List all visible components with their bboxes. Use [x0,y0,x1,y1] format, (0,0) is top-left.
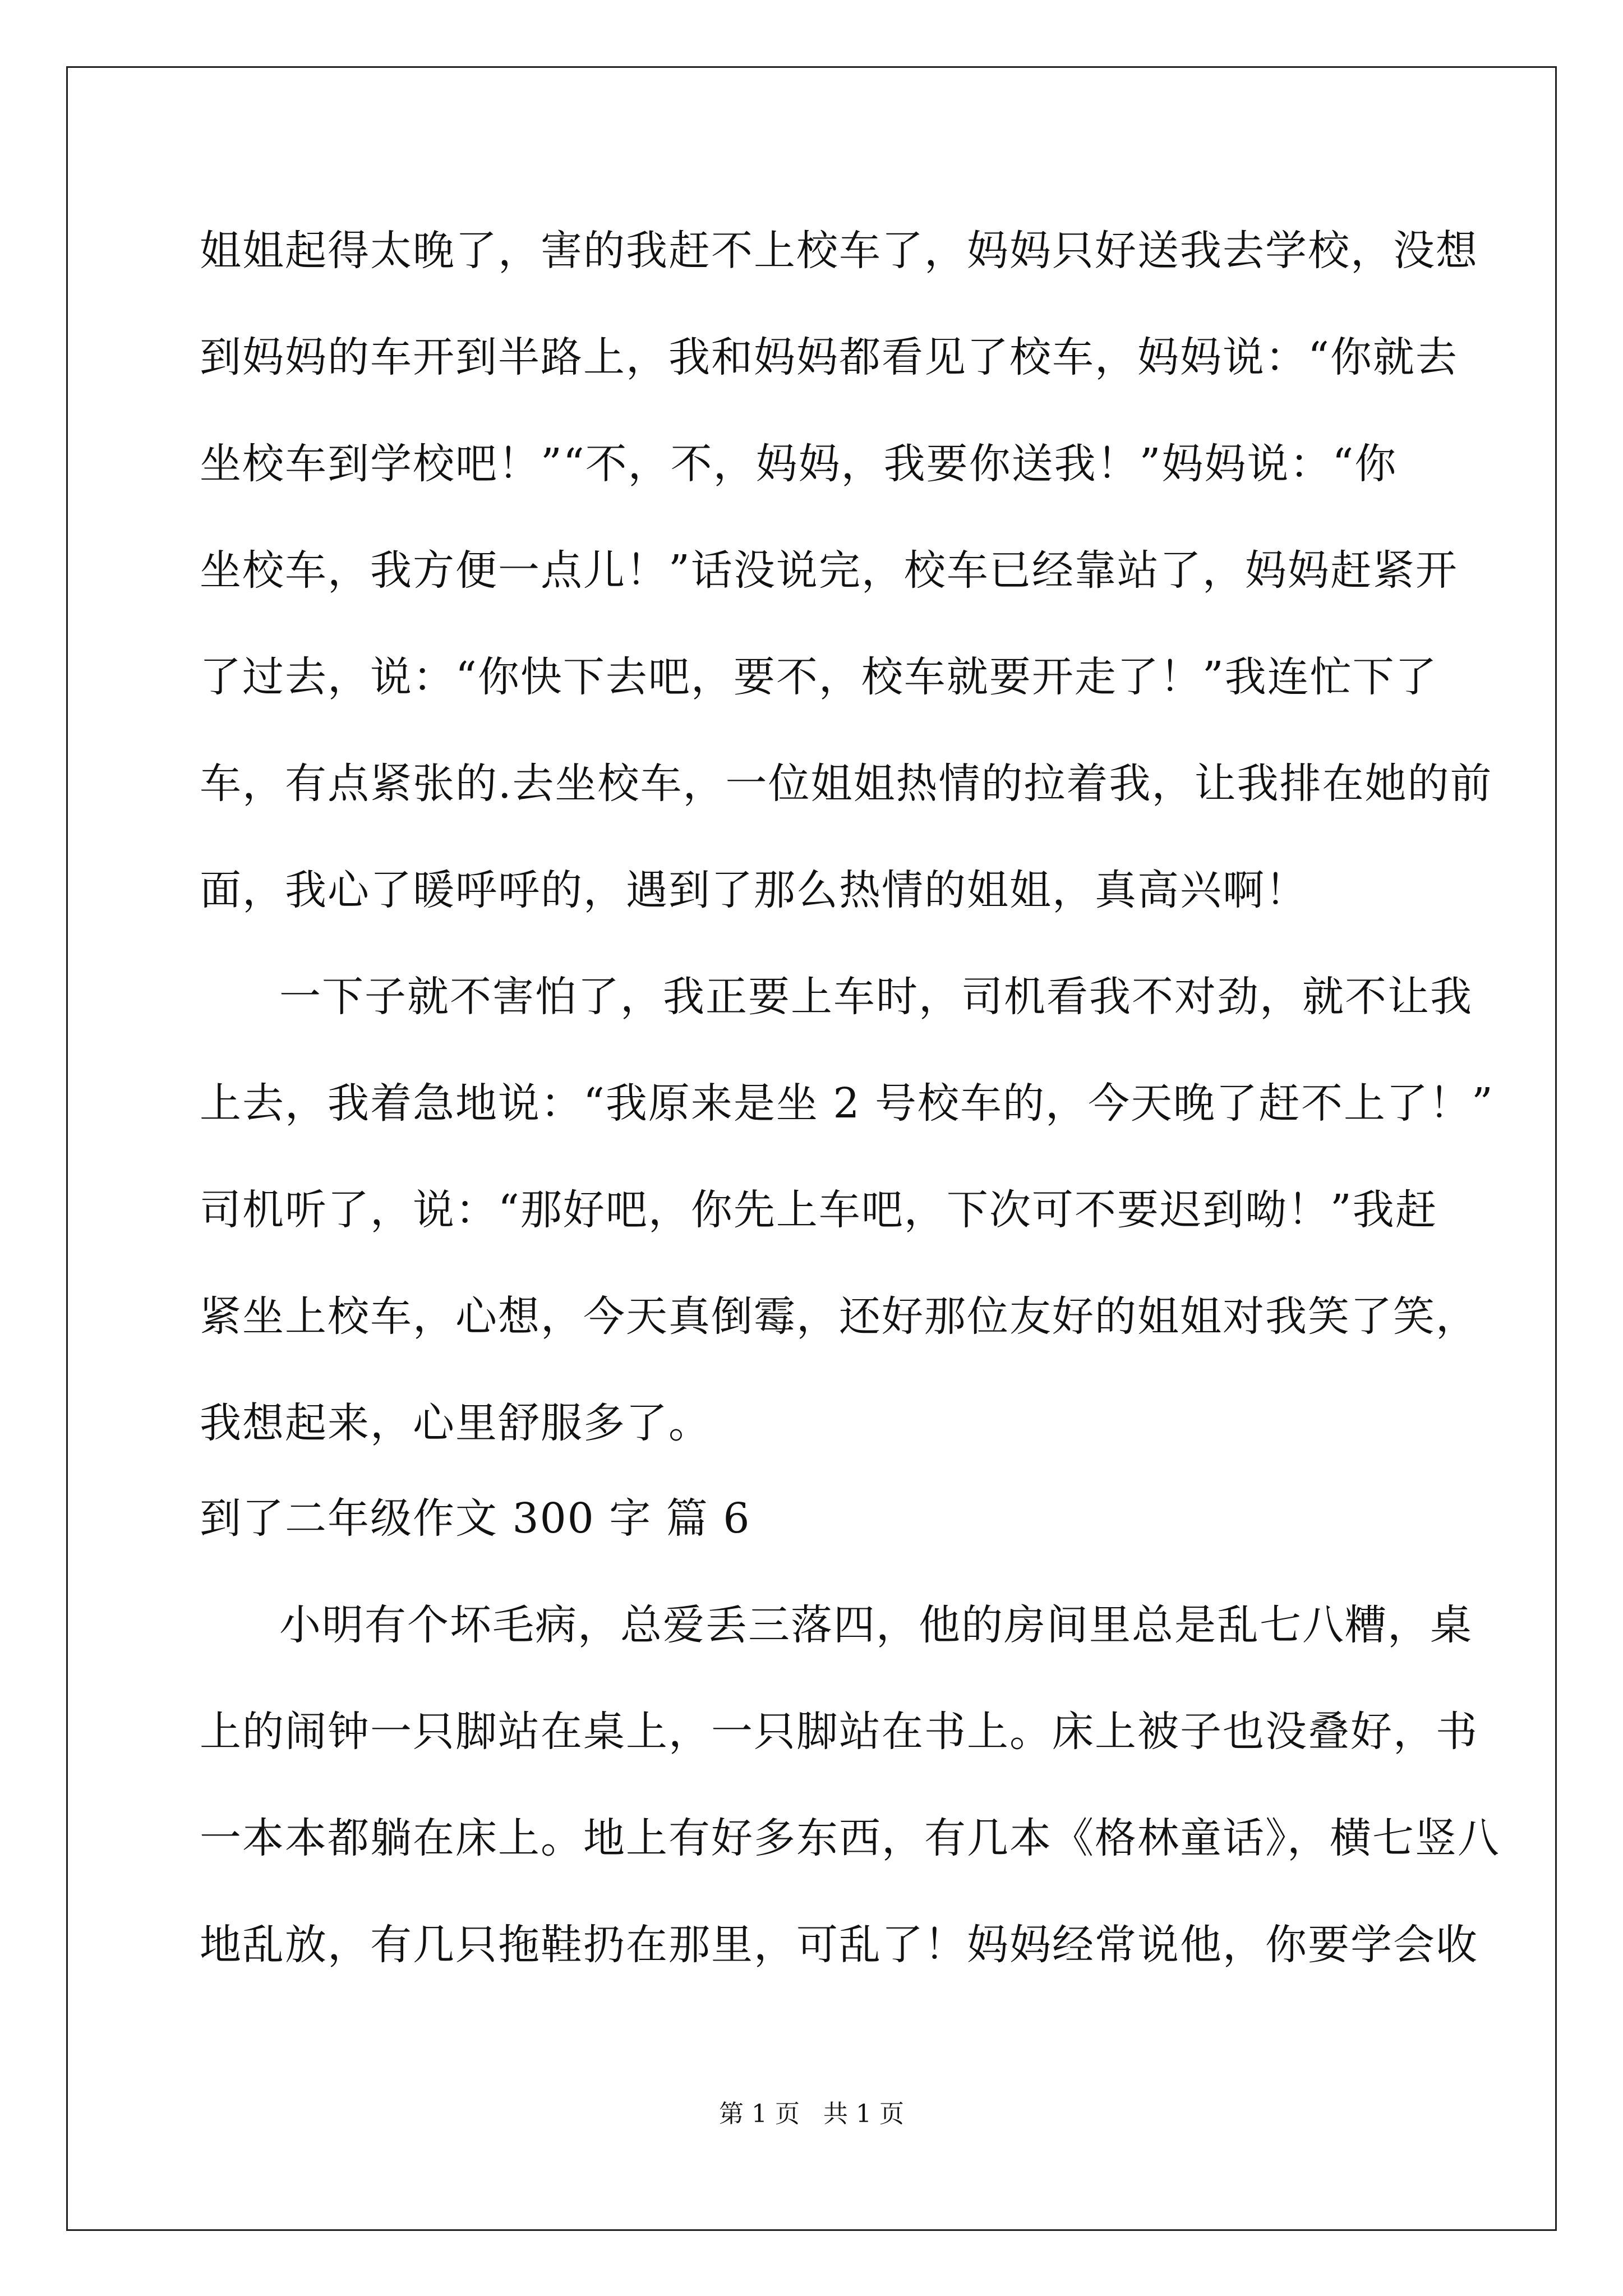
paragraph-line: 上去，我着急地说：“我原来是坐 2 号校车的，今天晚了赶不上了！” [200,1079,1494,1128]
paragraph-line: 地乱放，有几只拖鞋扔在那里，可乱了！妈妈经常说他，你要学会收 [200,1921,1478,1969]
paragraph-line: 一下子就不害怕了，我正要上车时，司机看我不对劲，就不让我 [279,973,1473,1021]
paragraph-line: 小明有个坏毛病，总爱丢三落四，他的房间里总是乱七八糟，桌 [279,1601,1473,1649]
page-number-footer: 第 1 页 共 1 页 [719,2100,904,2128]
paragraph-line: 了过去，说：“你快下去吧，要不，校车就要开走了！”我连忙下了 [200,653,1438,701]
paragraph-line: 上的闹钟一只脚站在桌上，一只脚站在书上。床上被子也没叠好，书 [200,1708,1478,1756]
paragraph-line: 紧坐上校车，心想，今天真倒霉，还好那位友好的姐姐对我笑了笑， [200,1292,1478,1341]
paragraph-line: 姐姐起得太晚了，害的我赶不上校车了，妈妈只好送我去学校，没想 [200,227,1478,275]
page-border [66,66,1557,2231]
paragraph-line: 坐校车，我方便一点儿！”话没说完，校车已经靠站了，妈妈赶紧开 [200,546,1458,595]
paragraph-line: 一本本都躺在床上。地上有好多东西，有几本《格林童话》，横七竖八 [200,1814,1500,1862]
paragraph-line: 坐校车到学校吧！”“不，不，妈妈，我要你送我！”妈妈说：“你 [200,440,1398,488]
section-heading: 到了二年级作文 300 字 篇 6 [200,1494,751,1543]
paragraph-line: 车，有点紧张的.去坐校车，一位姐姐热情的拉着我，让我排在她的前 [200,760,1493,808]
paragraph-line: 面，我心了暖呼呼的，遇到了那么热情的姐姐，真高兴啊！ [200,866,1308,914]
paragraph-line: 我想起来，心里舒服多了。 [200,1399,711,1447]
paragraph-line: 到妈妈的车开到半路上，我和妈妈都看见了校车，妈妈说：“你就去 [200,333,1458,381]
paragraph-line: 司机听了，说：“那好吧，你先上车吧，下次可不要迟到呦！”我赶 [200,1186,1438,1234]
